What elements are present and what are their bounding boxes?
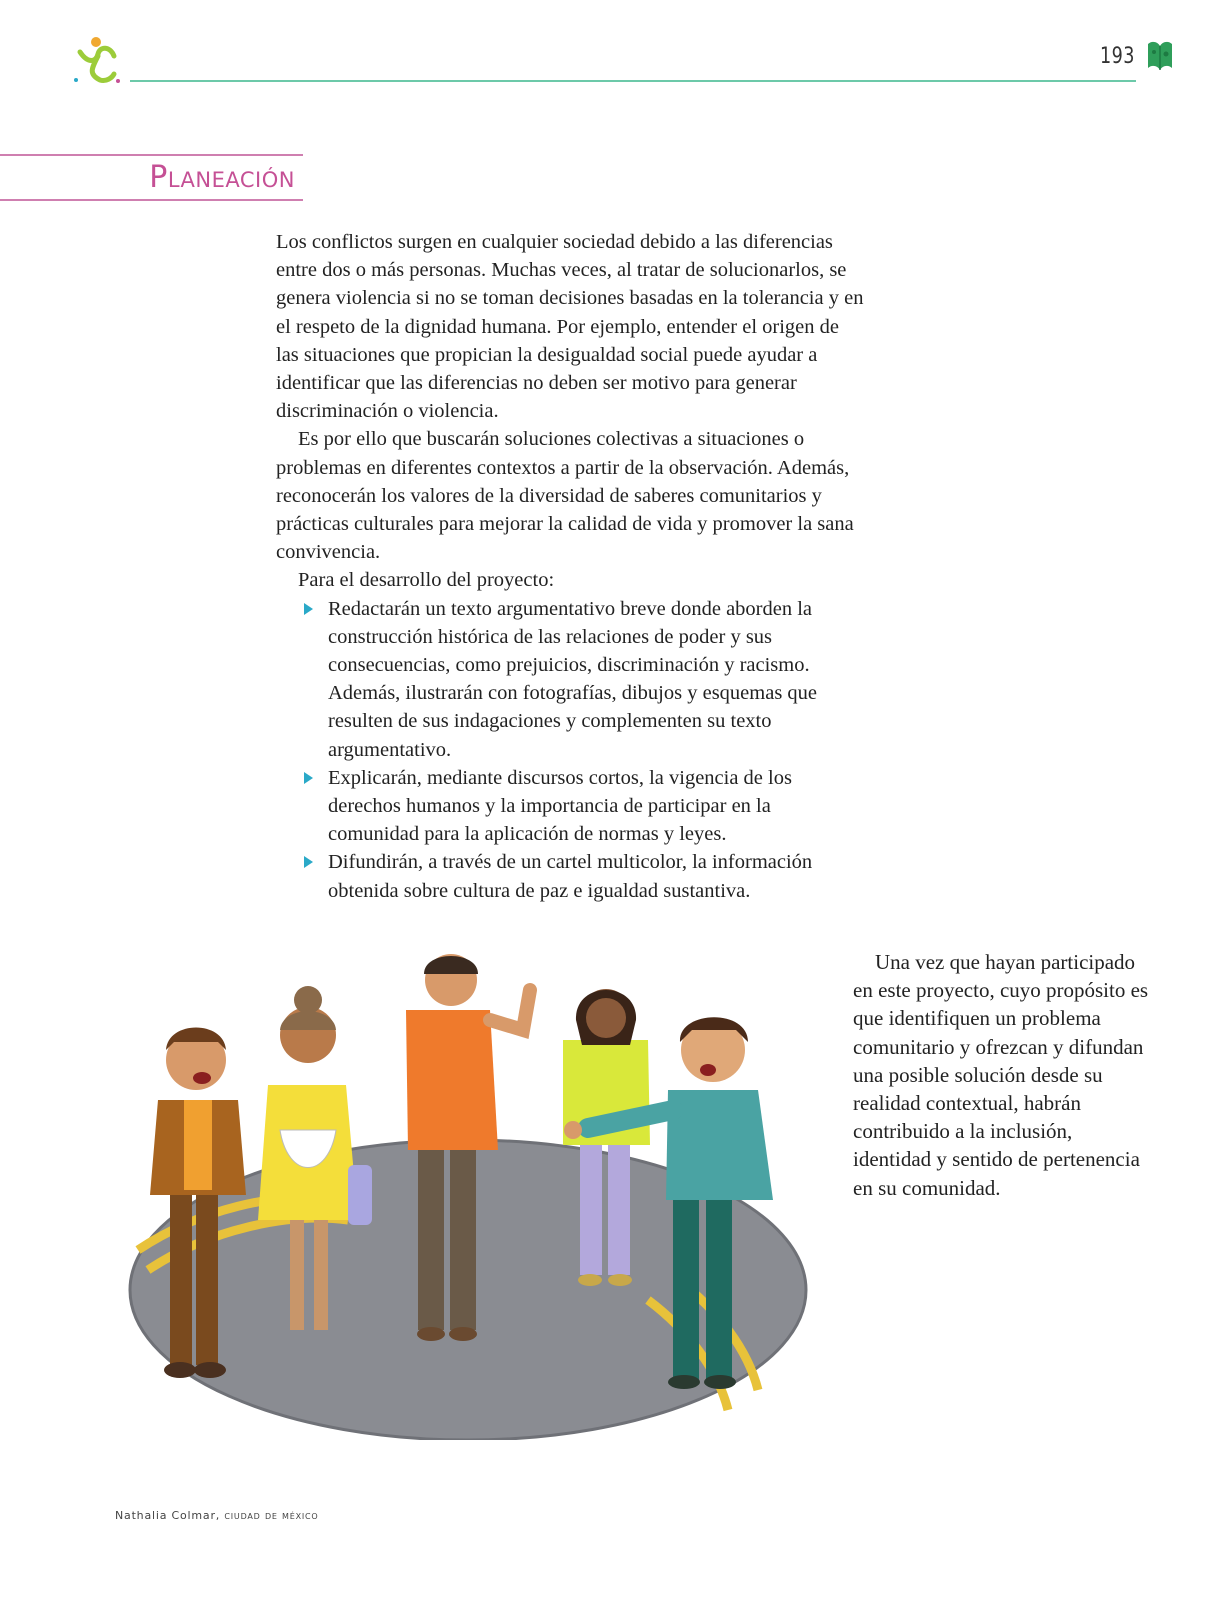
bullet-item: [328, 848, 866, 904]
section-title: Planeación: [149, 160, 295, 195]
bullet-item: [328, 764, 866, 849]
bullet-triangle-icon: [304, 856, 313, 868]
bullet-triangle-icon: [304, 772, 313, 784]
project-bullet-list: [276, 595, 866, 905]
bullet-triangle-icon: [304, 603, 313, 615]
paragraph-3: Para el desarrollo del proyecto:: [298, 569, 555, 592]
section-heading: [0, 154, 303, 202]
people-arguing-on-street-illustration: [118, 950, 818, 1440]
page-number: 193: [1100, 44, 1135, 69]
paragraph-1: Los conflictos surgen en cualquier sociedad debido a las diferencias entre dos o más personas. Muchas veces, al tratar de solucionarlos, se genera violencia si no se toman decisiones basadas en la tolerancia y en el respeto de la dignidad humana. Por ejemplo, entender el origen de las situaciones que propician la desigualdad social puede ayudar a identificar que las diferencias no deben ser motivo para generar discriminación o violencia.: [276, 231, 864, 423]
green-book-icon: [1144, 38, 1176, 74]
paragraph-2: Es por ello que buscarán soluciones colectivas a situaciones o problemas en diferentes contextos a partir de la observación. Además, reconocerán los valores de la diversidad de saberes comunitarios y prácticas culturales para mejorar la calidad de vida y promover la sana convivencia.: [276, 428, 854, 564]
header-rule: [130, 80, 1136, 82]
side-text: [853, 948, 1153, 1202]
credit-place: ciudad de méxico: [224, 1509, 319, 1522]
bullet-item: [328, 595, 866, 764]
person-figure-logo-icon: [70, 34, 126, 88]
section-rule-bottom: [0, 199, 303, 201]
bullet-text: Explicarán, mediante discursos cortos, la vigencia de los derechos humanos y la importancia de participar en la comunidad para la aplicación de normas y leyes.: [328, 766, 792, 846]
bullet-text: Redactarán un texto argumentativo breve donde aborden la construcción histórica de las relaciones de poder y sus consecuencias, como prejuicios, discriminación y racismo. Además, ilustrarán con fotografías, dibujos y esquemas que resulten de sus indagaciones y complementen su texto argumentativo.: [328, 597, 818, 761]
illustration-credit: [115, 1509, 319, 1522]
main-text: [276, 228, 866, 905]
section-rule-top: [0, 154, 303, 156]
side-paragraph: Una vez que hayan participado en este proyecto, cuyo propósito es que identifiquen un problema comunitario y ofrezcan y difundan una posible solución desde su realidad contextual, habrán contribuido a la inclusión, identidad y sentido de pertenencia en su comunidad.: [853, 950, 1149, 1200]
credit-author: Nathalia Colmar,: [115, 1509, 221, 1522]
bullet-text: Difundirán, a través de un cartel multicolor, la información obtenida sobre cultura de paz e igualdad sustantiva.: [328, 851, 813, 902]
